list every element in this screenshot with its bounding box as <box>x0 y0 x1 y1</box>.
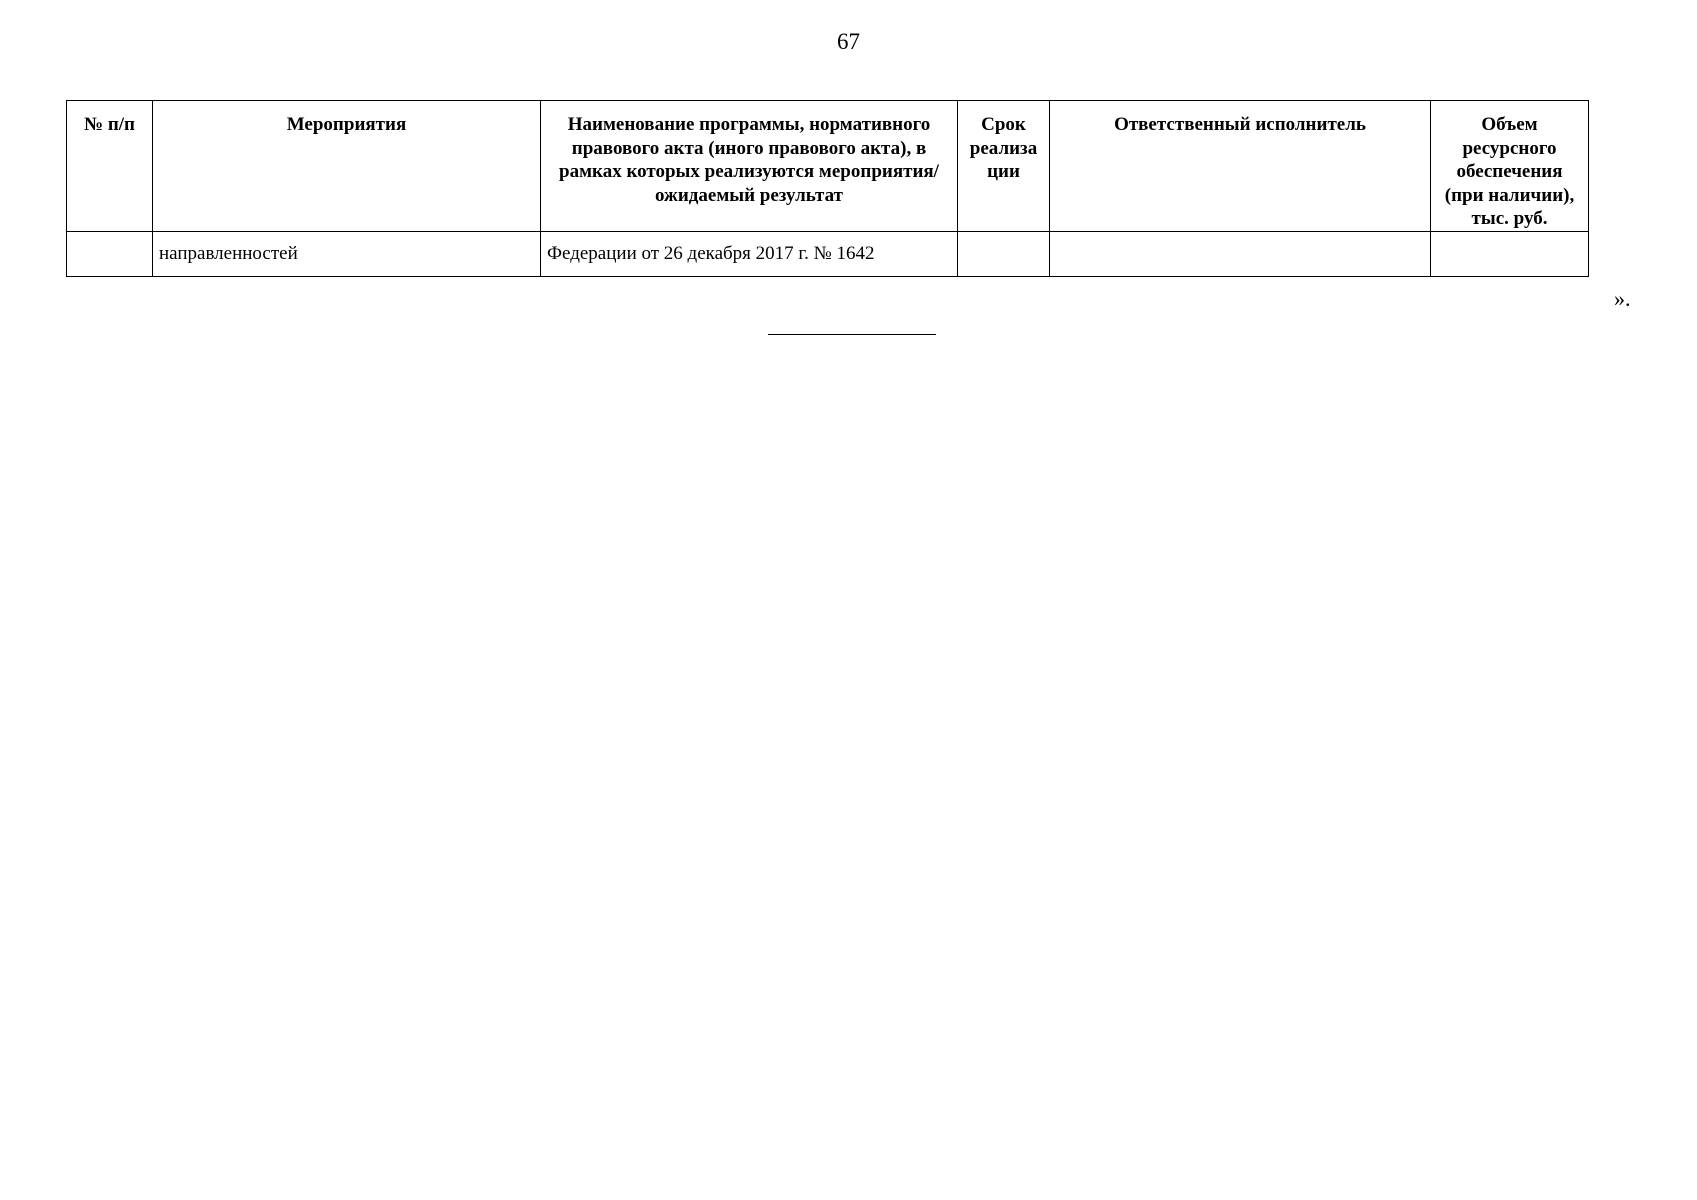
table-body <box>67 231 1589 276</box>
closing-quote-mark: ». <box>1614 286 1631 311</box>
table-row <box>67 231 1589 276</box>
header-term: Срок реализа ции <box>958 101 1050 232</box>
cell-executor <box>1050 231 1431 276</box>
cell-program: Федерации от 26 декабря 2017 г. № 1642 <box>541 231 958 276</box>
end-separator-line <box>768 334 936 335</box>
table-header <box>67 101 1589 232</box>
cell-activity: направленностей <box>153 231 541 276</box>
cell-resources <box>1431 231 1589 276</box>
header-resource-volume: Объем ресурсного обеспечения (при наличии), тыс. руб. <box>1431 101 1589 232</box>
cell-number <box>67 231 153 276</box>
cell-term <box>958 231 1050 276</box>
page-number: 67 <box>837 29 860 54</box>
header-activities: Мероприятия <box>153 101 541 232</box>
header-row <box>67 101 1589 232</box>
header-responsible-executor: Ответственный исполнитель <box>1050 101 1431 232</box>
header-program-name: Наименование программы, нормативного правового акта (иного правового акта), в рамках которых реализуются мероприятия/ ожидаемый результат <box>541 101 958 232</box>
header-number: № п/п <box>67 101 153 232</box>
activities-table <box>66 100 1589 277</box>
